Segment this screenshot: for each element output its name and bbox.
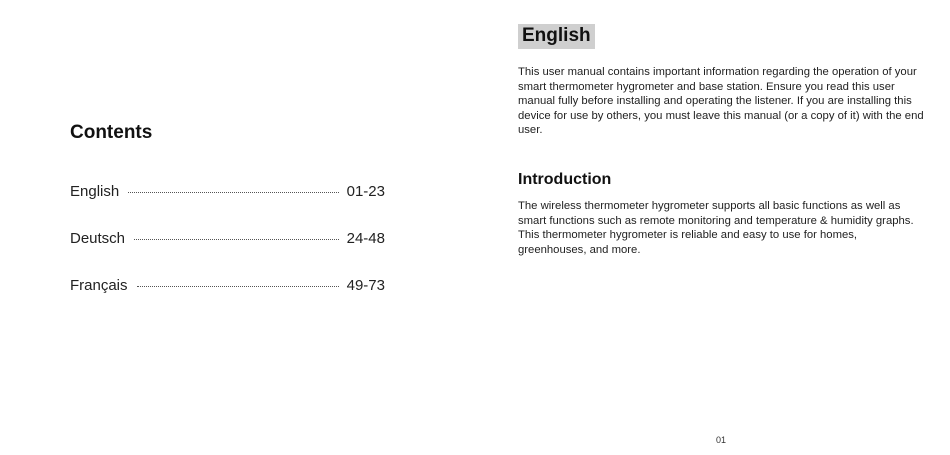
toc-leader-dots — [134, 239, 339, 240]
toc-page-range: 01-23 — [346, 182, 385, 200]
toc-row-francais[interactable] — [70, 273, 385, 297]
intro-paragraph: This user manual contains important information regarding the operation of your smart thermometer hygrometer and base station. Ensure you read this user manual fully before installing and operating the listener. If you are installing this device for use by others, you must leave this manual (or a copy of it) with the end user. — [518, 66, 924, 136]
introduction-heading: Introduction — [518, 171, 612, 188]
toc-row-deutsch[interactable] — [70, 226, 385, 250]
toc-label: Deutsch — [70, 229, 126, 247]
introduction-paragraph: The wireless thermometer hygrometer supports all basic functions as well as smart functions such as remote monitoring and temperature & humidity graphs. This thermometer hygrometer is reliable and easy to use for homes, greenhouses, and more. — [518, 200, 914, 256]
page-number: 01 — [716, 435, 727, 445]
toc-page-range: 49-73 — [346, 276, 385, 294]
contents-title: Contents — [70, 122, 153, 143]
language-heading: English — [518, 24, 595, 49]
toc-row-english[interactable] — [70, 179, 385, 203]
toc-page-range: 24-48 — [346, 229, 385, 247]
toc-leader-dots — [128, 192, 338, 193]
toc-label: Français — [70, 276, 128, 294]
table-of-contents — [70, 179, 385, 320]
right-page — [475, 0, 950, 455]
toc-label: English — [70, 182, 120, 200]
toc-leader-dots — [137, 286, 339, 287]
